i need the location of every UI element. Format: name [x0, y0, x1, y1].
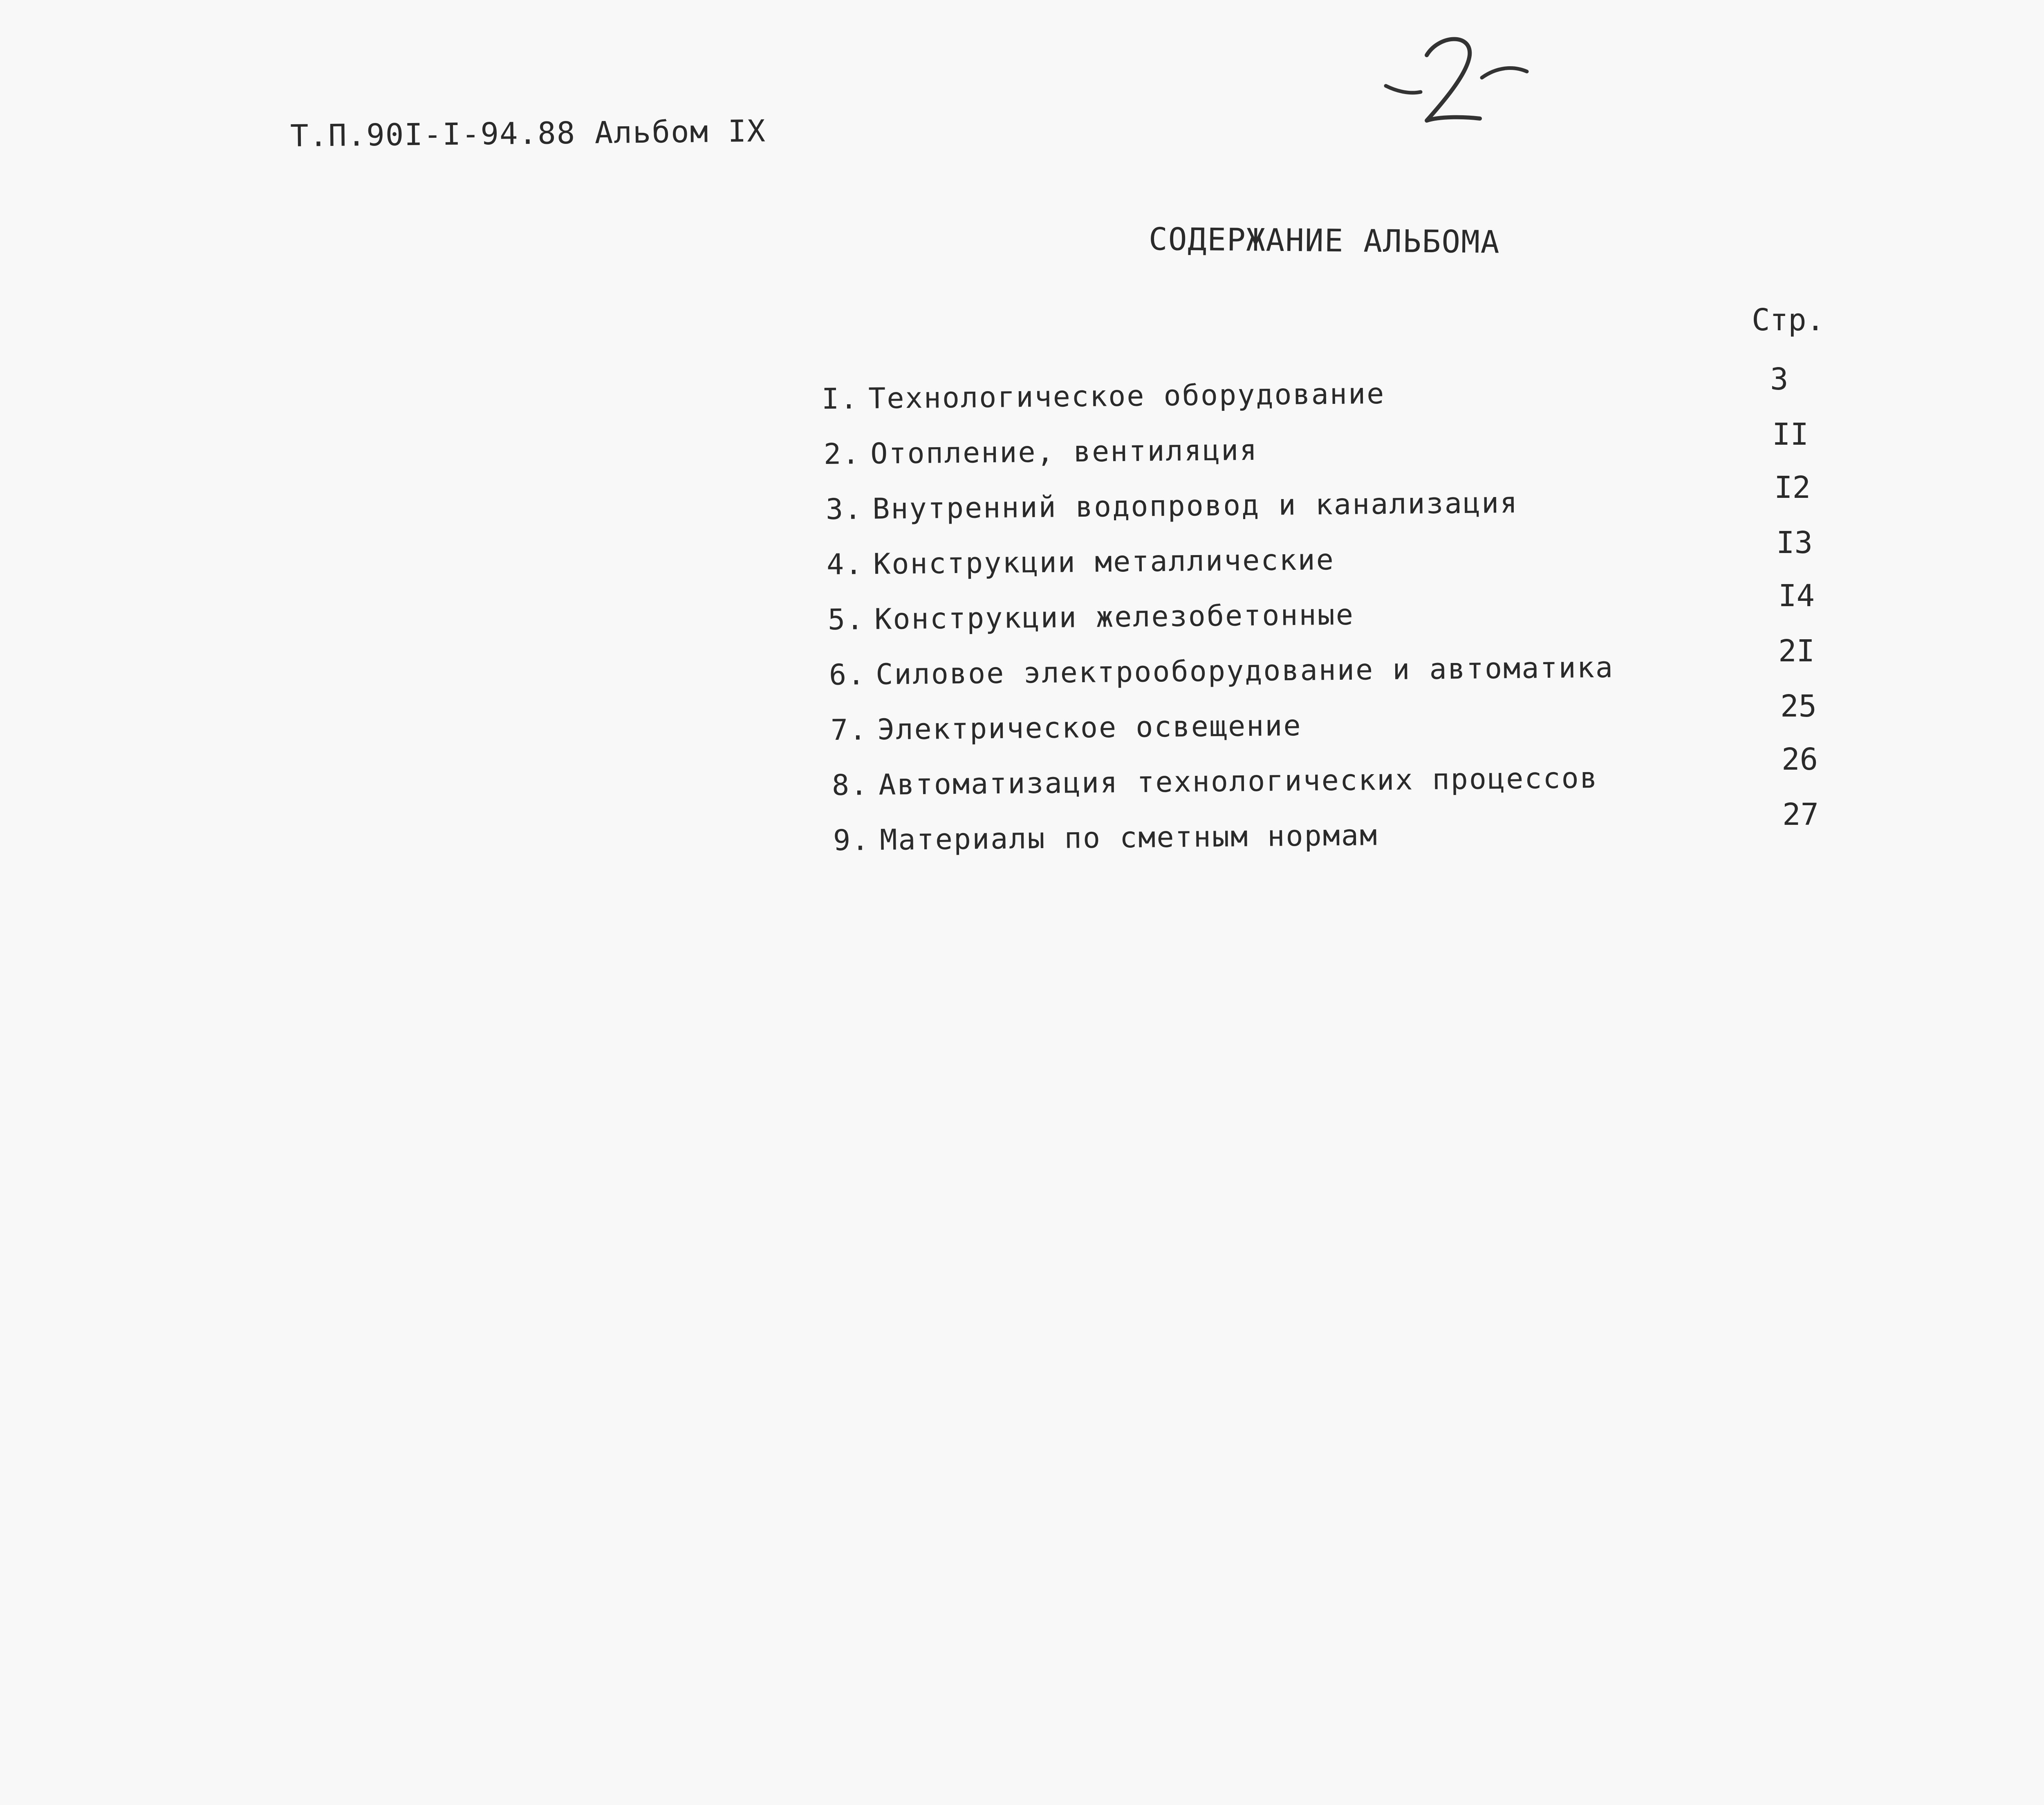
toc-item-title: Автоматизация технологических процессов — [878, 761, 1599, 802]
toc-item-title: Технологическое оборудование — [868, 376, 1385, 415]
toc-item-page: 26 — [1782, 742, 1818, 777]
toc-item-number: 8. — [831, 768, 869, 802]
toc-item-page: 27 — [1782, 797, 1819, 832]
toc-item-number: 3. — [825, 492, 863, 526]
toc-item — [822, 377, 1385, 416]
toc-item-title: Отопление, вентиляция — [870, 433, 1258, 470]
toc-item-page: II — [1772, 417, 1809, 452]
page-column-header: Стр. — [1752, 302, 1825, 338]
toc-item-number: 5. — [827, 602, 865, 636]
toc-item — [826, 486, 1519, 526]
toc-item — [832, 761, 1599, 802]
toc-item-page: 25 — [1780, 689, 1817, 724]
toc-item-title: Силовое электрооборудование и автоматика — [875, 650, 1614, 691]
document-code: Т.П.90I-I-94.88 Альбом IX — [290, 113, 766, 154]
toc-item-number: I. — [821, 382, 859, 416]
toc-item — [833, 818, 1378, 857]
toc-item-title: Внутренний водопровод и канализация — [872, 486, 1519, 526]
toc-item — [828, 598, 1355, 636]
toc-item-page: 2I — [1778, 634, 1815, 669]
toc-item — [829, 651, 1614, 692]
toc-item-title: Конструкции железобетонные — [874, 598, 1355, 636]
toc-item-title: Электрическое освещение — [877, 708, 1302, 746]
toc-item-title: Материалы по сметным нормам — [879, 818, 1378, 857]
toc-item-page: I4 — [1778, 578, 1815, 614]
toc-item-page: I2 — [1774, 470, 1811, 505]
toc-item-number: 6. — [829, 658, 866, 692]
toc-item-title: Конструкции металлические — [873, 543, 1335, 581]
toc-item-page: I3 — [1776, 525, 1813, 560]
toc-item — [827, 543, 1335, 581]
toc-item-number: 7. — [830, 713, 868, 747]
contents-title: СОДЕРЖАНИЕ АЛЬБОМА — [1148, 221, 1500, 260]
toc-item — [824, 433, 1258, 471]
toc-item — [831, 709, 1302, 747]
toc-item-number: 2. — [823, 437, 861, 471]
toc-item-number: 4. — [826, 547, 864, 581]
toc-item-number: 9. — [833, 823, 870, 857]
toc-item-page: 3 — [1770, 362, 1788, 397]
